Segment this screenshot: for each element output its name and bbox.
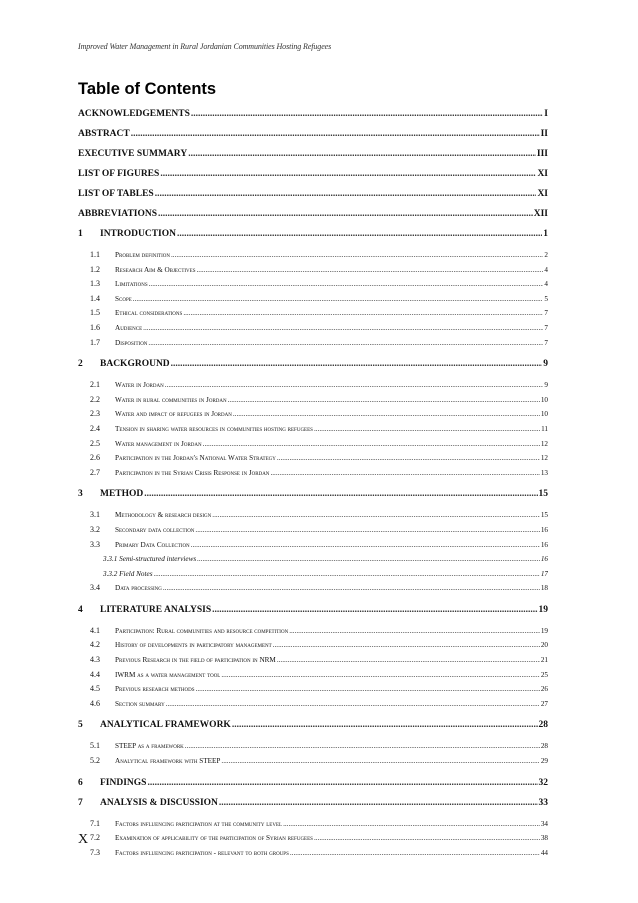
toc-entry-section[interactable] xyxy=(78,697,548,712)
toc-entry-section[interactable] xyxy=(78,624,548,639)
toc-section-label xyxy=(90,321,142,336)
toc-entry-page: 4 xyxy=(544,280,548,289)
toc-section-label xyxy=(90,682,195,697)
toc-section-title: STEEP as a framework xyxy=(115,742,184,751)
toc-section-label xyxy=(90,581,162,596)
toc-entry-section[interactable] xyxy=(78,248,548,263)
toc-section-label xyxy=(90,508,211,523)
toc-section-label xyxy=(90,831,313,846)
toc-entry-section[interactable] xyxy=(78,538,548,553)
toc-entry-section[interactable] xyxy=(78,393,548,408)
toc-chapter-title: INTRODUCTION xyxy=(100,229,177,239)
toc-section-number: 3.3 xyxy=(90,539,100,549)
toc-entry-section[interactable] xyxy=(78,422,548,437)
toc-entry-page: 19 xyxy=(540,626,548,635)
toc-chapter-label xyxy=(78,484,143,504)
toc-entry-label: ABBREVIATIONS xyxy=(78,209,158,219)
dot-leader xyxy=(163,581,540,596)
dot-leader xyxy=(290,846,540,861)
toc-section-number: 2.6 xyxy=(90,453,100,463)
dot-leader xyxy=(212,600,537,620)
dot-leader xyxy=(212,508,540,523)
toc-entry-label: ACKNOWLEDGEMENTS xyxy=(78,109,190,119)
toc-entry-label: 3.3.1 Semi-structured interviews xyxy=(103,555,197,564)
toc-chapter-title: FINDINGS xyxy=(100,777,147,788)
dot-leader xyxy=(270,466,539,481)
toc-entry-section[interactable] xyxy=(78,831,548,846)
toc-section-title: Data processing xyxy=(115,584,162,593)
toc-section-title: Factors influencing participation at the community level xyxy=(115,819,283,828)
toc-section-label xyxy=(90,292,132,307)
dot-leader xyxy=(289,624,540,639)
toc-section-label xyxy=(90,653,276,668)
toc-section-label xyxy=(90,378,164,393)
toc-entry-page: 16 xyxy=(540,555,548,564)
toc-entry-page: 29 xyxy=(540,757,548,766)
dot-leader xyxy=(195,523,539,538)
toc-section-label xyxy=(90,422,313,437)
toc-entry-page: 19 xyxy=(538,604,548,615)
toc-entry-section[interactable] xyxy=(78,306,548,321)
toc-section-number: 1.1 xyxy=(90,250,100,259)
toc-section-title: Limitations xyxy=(115,280,148,289)
toc-chapter-label xyxy=(78,600,211,620)
dot-leader xyxy=(232,715,538,735)
dot-leader xyxy=(155,184,537,204)
toc-section-label xyxy=(90,624,288,639)
toc-entry-page: XI xyxy=(537,169,548,179)
toc-entry-page: 21 xyxy=(540,656,548,665)
toc-entry-section[interactable] xyxy=(78,336,548,351)
toc-section-title: Section summary xyxy=(115,699,165,708)
dot-leader xyxy=(160,164,536,184)
toc-chapter-title: ANALYTICAL FRAMEWORK xyxy=(100,720,231,731)
toc-entry-section[interactable] xyxy=(78,581,548,596)
toc-section-title: Previous Research in the field of participation in NRM xyxy=(115,656,276,665)
dot-leader xyxy=(188,144,536,164)
toc-entry-chapter[interactable] xyxy=(78,773,548,793)
toc-entry-section[interactable] xyxy=(78,653,548,668)
toc-entry-label: ABSTRACT xyxy=(78,129,130,139)
dot-leader xyxy=(221,754,539,769)
toc-entry-section[interactable] xyxy=(78,668,548,683)
toc-entry-front-matter[interactable] xyxy=(78,164,548,184)
toc-entry-subsection[interactable] xyxy=(78,567,548,582)
dot-leader xyxy=(148,336,543,351)
toc-entry-page: 16 xyxy=(540,525,548,534)
toc-section-title: Primary Data Collection xyxy=(115,540,190,549)
dot-leader xyxy=(191,538,540,553)
toc-entry-chapter[interactable] xyxy=(78,484,548,504)
toc-section-number: 2.5 xyxy=(90,438,100,448)
dot-leader xyxy=(171,248,543,263)
dot-leader xyxy=(228,393,540,408)
toc-entry-page: 26 xyxy=(540,685,548,694)
toc-entry-page: 9 xyxy=(544,381,548,390)
toc-section-title: Scope xyxy=(115,294,132,303)
toc-entry-section[interactable] xyxy=(78,817,548,832)
toc-section-title: Disposition xyxy=(115,338,148,347)
dot-leader xyxy=(165,378,544,393)
toc-section-title: Participation in the Syrian Crisis Response in Jordan xyxy=(115,468,270,477)
dot-leader xyxy=(185,739,540,754)
toc-entry-front-matter[interactable] xyxy=(78,204,548,224)
toc-section-title: Water management in Jordan xyxy=(115,439,202,448)
toc-entry-chapter[interactable] xyxy=(78,600,548,620)
dot-leader xyxy=(143,321,543,336)
toc-chapter-label xyxy=(78,793,218,813)
toc-section-label xyxy=(90,846,289,861)
toc-entry-section[interactable] xyxy=(78,378,548,393)
toc-entry-page: 12 xyxy=(540,439,548,448)
toc-chapter-label xyxy=(78,224,176,244)
toc-section-label xyxy=(90,638,272,653)
toc-entry-page: 7 xyxy=(544,323,548,332)
dot-leader xyxy=(149,277,544,292)
dot-leader xyxy=(171,354,543,374)
toc-entry-page: 18 xyxy=(540,584,548,593)
toc-entry-section[interactable] xyxy=(78,466,548,481)
toc-section-number: 4.6 xyxy=(90,698,100,708)
toc-entry-front-matter[interactable] xyxy=(78,104,548,124)
toc-chapter-title: BACKGROUND xyxy=(100,359,170,370)
toc-section-title: History of developments in participatory management xyxy=(115,641,272,650)
toc-entry-section[interactable] xyxy=(78,682,548,697)
toc-section-label xyxy=(90,263,196,278)
table-of-contents xyxy=(78,104,548,864)
toc-section-title: Factors influencing participation - relevant to both groups xyxy=(115,848,289,857)
toc-entry-label: LIST OF FIGURES xyxy=(78,169,160,179)
toc-section-number: 2.3 xyxy=(90,409,100,419)
dot-leader xyxy=(197,552,540,567)
toc-entry-section[interactable] xyxy=(78,451,548,466)
toc-section-label xyxy=(90,538,190,553)
toc-section-number: 5.2 xyxy=(90,756,100,766)
toc-entry-section[interactable] xyxy=(78,523,548,538)
toc-entry-page: 7 xyxy=(544,309,548,318)
toc-entry-page: 10 xyxy=(540,395,548,404)
toc-entry-page: 20 xyxy=(540,641,548,650)
toc-entry-page: 15 xyxy=(538,489,548,500)
toc-chapter-title: METHOD xyxy=(100,489,144,500)
toc-entry-page: 16 xyxy=(540,540,548,549)
toc-entry-section[interactable] xyxy=(78,263,548,278)
toc-section-title: Water in Jordan xyxy=(115,381,164,390)
toc-section-number: 1.7 xyxy=(90,337,100,347)
toc-section-title: Water and impact of refugees in Jordan xyxy=(115,410,232,419)
toc-section-label xyxy=(90,739,184,754)
dot-leader xyxy=(233,407,540,422)
toc-entry-label: EXECUTIVE SUMMARY xyxy=(78,149,188,159)
toc-section-number: 4.4 xyxy=(90,669,100,679)
toc-entry-page: 5 xyxy=(544,294,548,303)
toc-entry-page: 1 xyxy=(543,229,548,239)
dot-leader xyxy=(277,653,540,668)
toc-chapter-number: 3 xyxy=(78,489,83,500)
dot-leader xyxy=(158,204,533,224)
toc-entry-chapter[interactable] xyxy=(78,793,548,813)
toc-entry-page: 33 xyxy=(538,797,548,808)
dot-leader xyxy=(177,224,542,244)
toc-entry-page: 4 xyxy=(544,265,548,274)
toc-section-number: 4.1 xyxy=(90,625,100,635)
toc-entry-page: 12 xyxy=(540,454,548,463)
toc-entry-page: XI xyxy=(537,189,548,199)
toc-section-number: 2.4 xyxy=(90,423,100,433)
running-header: Improved Water Management in Rural Jordanian Communities Hosting Refugees xyxy=(78,42,332,51)
toc-section-number: 1.2 xyxy=(90,264,100,274)
toc-section-number: 7.2 xyxy=(90,833,100,843)
toc-section-number: 1.3 xyxy=(90,279,100,289)
toc-entry-subsection[interactable] xyxy=(78,552,548,567)
dot-leader xyxy=(191,104,543,124)
toc-entry-page: 32 xyxy=(538,777,548,788)
toc-section-number: 1.5 xyxy=(90,308,100,318)
toc-entry-page: 34 xyxy=(540,819,548,828)
toc-entry-label: 3.3.2 Field Notes xyxy=(103,569,153,578)
toc-section-label xyxy=(90,668,220,683)
toc-entry-section[interactable] xyxy=(78,407,548,422)
dot-leader xyxy=(131,124,540,144)
toc-entry-page: I xyxy=(544,109,548,119)
toc-entry-page: XII xyxy=(533,209,548,219)
toc-section-number: 7.3 xyxy=(90,847,100,857)
toc-entry-page: 27 xyxy=(540,699,548,708)
toc-section-title: Participation in the Jordan's National Water Strategy xyxy=(115,454,276,463)
toc-section-label xyxy=(90,451,276,466)
toc-section-title: Water in rural communities in Jordan xyxy=(115,395,227,404)
toc-section-number: 4.5 xyxy=(90,684,100,694)
toc-section-label xyxy=(90,407,232,422)
toc-section-number: 1.6 xyxy=(90,322,100,332)
toc-section-number: 2.7 xyxy=(90,467,100,477)
toc-section-number: 3.4 xyxy=(90,583,100,593)
toc-chapter-number: 5 xyxy=(78,720,83,731)
toc-section-title: Secondary data collection xyxy=(115,525,195,534)
toc-section-title: Ethical considerations xyxy=(115,309,183,318)
toc-section-title: Audience xyxy=(115,323,143,332)
dot-leader xyxy=(283,817,540,832)
toc-entry-section[interactable] xyxy=(78,846,548,861)
toc-chapter-number: 1 xyxy=(78,229,83,239)
toc-entry-page: 28 xyxy=(538,720,548,731)
toc-entry-page: 9 xyxy=(543,359,548,370)
dot-leader xyxy=(147,773,537,793)
toc-entry-label: LIST OF TABLES xyxy=(78,189,154,199)
toc-section-title: IWRM as a water management tool xyxy=(115,670,221,679)
toc-section-title: Tension in sharing water resources in communities hosting refugees xyxy=(115,424,313,433)
toc-chapter-label xyxy=(78,773,146,793)
toc-section-number: 4.2 xyxy=(90,640,100,650)
toc-entry-chapter[interactable] xyxy=(78,224,548,244)
toc-section-label xyxy=(90,437,202,452)
toc-section-label xyxy=(90,248,170,263)
toc-entry-page: 38 xyxy=(540,834,548,843)
toc-section-title: Examination of applicability of the participation of Syrian refugees xyxy=(115,834,313,843)
dot-leader xyxy=(196,682,540,697)
dot-leader xyxy=(133,292,544,307)
toc-title: Table of Contents xyxy=(78,80,217,98)
toc-entry-page: 11 xyxy=(541,424,548,433)
toc-chapter-number: 6 xyxy=(78,777,83,788)
toc-chapter-title: ANALYSIS & DISCUSSION xyxy=(100,797,218,808)
toc-section-label xyxy=(90,523,194,538)
toc-entry-page: II xyxy=(540,129,548,139)
toc-entry-page: 44 xyxy=(540,848,548,857)
toc-section-title: Methodology & research design xyxy=(115,511,212,520)
toc-section-title: Previous research methods xyxy=(115,685,195,694)
dot-leader xyxy=(197,263,544,278)
toc-section-label xyxy=(90,277,148,292)
dot-leader xyxy=(144,484,537,504)
toc-entry-section[interactable] xyxy=(78,292,548,307)
toc-entry-front-matter[interactable] xyxy=(78,124,548,144)
toc-entry-front-matter[interactable] xyxy=(78,184,548,204)
toc-section-label xyxy=(90,817,282,832)
toc-chapter-number: 7 xyxy=(78,797,83,808)
toc-entry-chapter[interactable] xyxy=(78,354,548,374)
toc-entry-page: 15 xyxy=(540,511,548,520)
toc-entry-page: 28 xyxy=(540,742,548,751)
toc-entry-page: 10 xyxy=(540,410,548,419)
page-number: X xyxy=(78,832,89,847)
dot-leader xyxy=(183,306,543,321)
toc-section-label xyxy=(90,697,165,712)
toc-chapter-label xyxy=(78,354,170,374)
toc-section-number: 3.1 xyxy=(90,510,100,520)
toc-entry-page: 25 xyxy=(540,670,548,679)
dot-leader xyxy=(219,793,538,813)
toc-section-number: 3.2 xyxy=(90,524,100,534)
dot-leader xyxy=(314,422,540,437)
toc-entry-front-matter[interactable] xyxy=(78,144,548,164)
toc-section-number: 7.1 xyxy=(90,818,100,828)
toc-entry-section[interactable] xyxy=(78,321,548,336)
toc-entry-section[interactable] xyxy=(78,638,548,653)
toc-entry-chapter[interactable] xyxy=(78,715,548,735)
toc-section-title: Research Aim & Objectives xyxy=(115,265,196,274)
toc-chapter-label xyxy=(78,715,231,735)
toc-entry-page: 7 xyxy=(544,338,548,347)
toc-entry-page: 17 xyxy=(540,569,548,578)
toc-section-label xyxy=(90,466,269,481)
toc-section-label xyxy=(90,393,227,408)
toc-entry-section[interactable] xyxy=(78,754,548,769)
dot-leader xyxy=(203,437,540,452)
toc-section-number: 1.4 xyxy=(90,293,100,303)
toc-entry-page: 13 xyxy=(540,468,548,477)
toc-entry-section[interactable] xyxy=(78,277,548,292)
toc-section-title: Participation: Rural communities and resource competition xyxy=(115,626,289,635)
toc-entry-page: 2 xyxy=(544,251,548,259)
toc-section-title: Analytical framework with STEEP xyxy=(115,757,221,766)
toc-entry-section[interactable] xyxy=(78,739,548,754)
dot-leader xyxy=(166,697,540,712)
toc-section-number: 2.2 xyxy=(90,394,100,404)
dot-leader xyxy=(273,638,540,653)
dot-leader xyxy=(277,451,540,466)
toc-section-number: 2.1 xyxy=(90,380,100,390)
dot-leader xyxy=(154,567,540,582)
toc-section-number: 5.1 xyxy=(90,741,100,751)
toc-entry-section[interactable] xyxy=(78,437,548,452)
toc-chapter-number: 4 xyxy=(78,604,83,615)
dot-leader xyxy=(221,668,539,683)
toc-entry-page: III xyxy=(536,149,548,159)
toc-chapter-title: LITERATURE ANALYSIS xyxy=(100,604,212,615)
toc-section-label xyxy=(90,306,182,321)
toc-section-title: Problem definition xyxy=(115,251,170,259)
toc-section-label xyxy=(90,754,220,769)
toc-section-number: 4.3 xyxy=(90,655,100,665)
toc-entry-section[interactable] xyxy=(78,508,548,523)
dot-leader xyxy=(314,831,540,846)
toc-section-label xyxy=(90,336,147,351)
toc-chapter-number: 2 xyxy=(78,359,83,370)
